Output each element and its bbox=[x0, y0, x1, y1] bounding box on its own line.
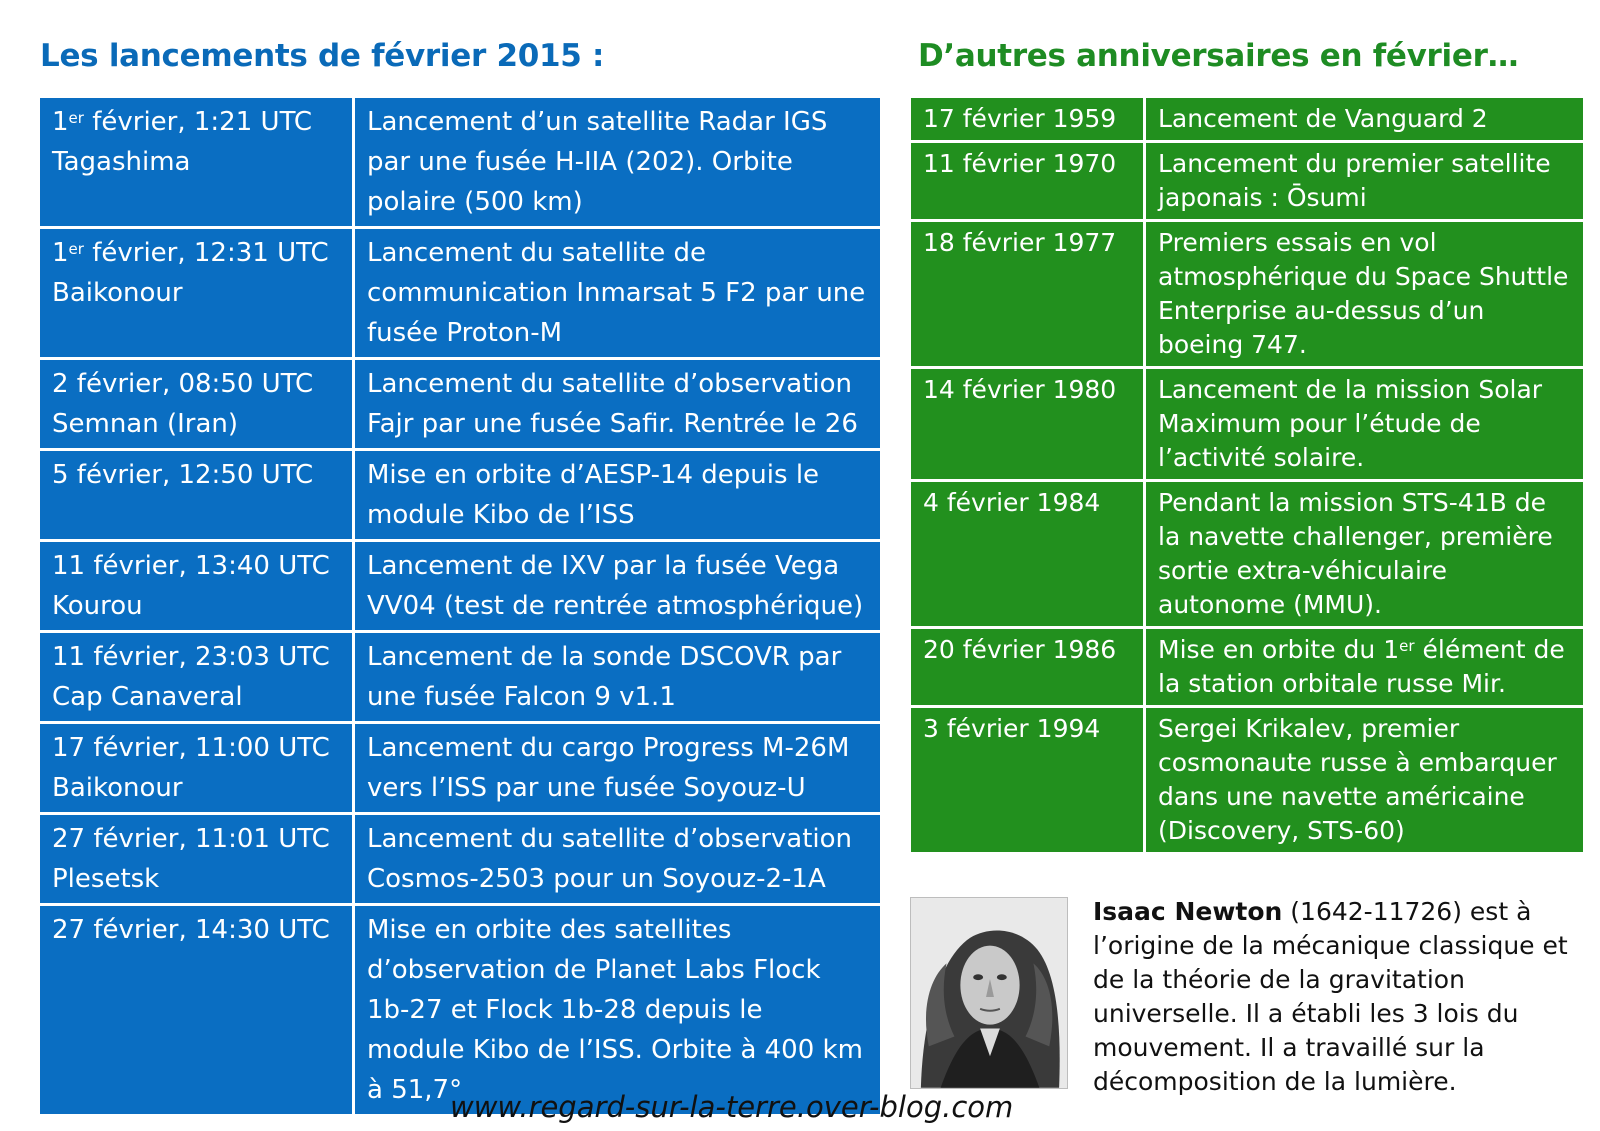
anniversary-text-rest: élément de la station orbitale russe Mir. bbox=[1158, 635, 1565, 698]
anniversary-sup: er bbox=[1399, 637, 1415, 655]
anniversary-text: Pendant la mission STS-41B de la navette challenger, première sortie extra-véhiculaire autonome (MMU). bbox=[1158, 488, 1553, 619]
anniversary-date: 18 février 1977 bbox=[910, 221, 1145, 368]
launch-description: Lancement du cargo Progress M-26M vers l’ISS par une fusée Soyouz-U bbox=[354, 723, 882, 814]
launch-row bbox=[39, 541, 882, 632]
launch-row bbox=[39, 723, 882, 814]
launch-place: Baikonour bbox=[52, 773, 183, 803]
launch-row bbox=[39, 359, 882, 450]
launch-date-cell bbox=[39, 723, 354, 814]
anniversaries-title: D’autres anniversaires en février… bbox=[918, 38, 1519, 74]
launch-row bbox=[39, 905, 882, 1116]
launch-row bbox=[39, 632, 882, 723]
launch-description: Mise en orbite d’AESP-14 depuis le module Kibo de l’ISS bbox=[354, 450, 882, 541]
anniversary-description bbox=[1145, 142, 1585, 221]
launch-date bbox=[52, 728, 340, 768]
launches-table bbox=[37, 95, 883, 1117]
launch-description: Lancement du satellite de communication Inmarsat 5 F2 par une fusée Proton-M bbox=[354, 228, 882, 359]
launch-date-text: 2 février, 08:50 UTC bbox=[52, 369, 314, 399]
launch-date-rest: février, 1:21 UTC bbox=[83, 107, 313, 137]
anniversary-row bbox=[910, 221, 1585, 368]
launch-date-cell bbox=[39, 359, 354, 450]
launches-title: Les lancements de février 2015 : bbox=[40, 38, 605, 74]
launch-description: Lancement d’un satellite Radar IGS par une fusée H-IIA (202). Orbite polaire (500 km) bbox=[354, 97, 882, 228]
anniversary-description bbox=[1145, 97, 1585, 142]
launch-date-cell bbox=[39, 632, 354, 723]
newton-name: Isaac Newton bbox=[1093, 897, 1283, 926]
launch-date bbox=[52, 102, 340, 142]
launch-date-sup: er bbox=[68, 240, 84, 258]
launch-place: Tagashima bbox=[52, 147, 191, 177]
anniversary-date: 17 février 1959 bbox=[910, 97, 1145, 142]
anniversary-description bbox=[1145, 707, 1585, 854]
launch-place: Kourou bbox=[52, 591, 143, 621]
launch-date-sup: er bbox=[68, 109, 84, 127]
isaac-newton-portrait bbox=[910, 897, 1068, 1089]
launch-description: Lancement de IXV par la fusée Vega VV04 (test de rentrée atmosphérique) bbox=[354, 541, 882, 632]
launch-date-text: 11 février, 13:40 UTC bbox=[52, 551, 330, 581]
launch-date bbox=[52, 819, 340, 859]
anniversary-date: 4 février 1984 bbox=[910, 481, 1145, 628]
launch-place: Cap Canaveral bbox=[52, 682, 243, 712]
launch-description: Lancement du satellite d’observation Fajr par une fusée Safir. Rentrée le 26 bbox=[354, 359, 882, 450]
anniversary-text: Mise en orbite du 1 bbox=[1158, 635, 1400, 664]
launch-date-text: 11 février, 23:03 UTC bbox=[52, 642, 330, 672]
launch-description: Mise en orbite des satellites d’observation de Planet Labs Flock 1b-27 et Flock 1b-28 depuis le module Kibo de l’ISS. Orbite à 400 km à 51,7° bbox=[354, 905, 882, 1116]
launch-date-text: 1 bbox=[52, 238, 69, 268]
launch-date-rest: février, 12:31 UTC bbox=[83, 238, 329, 268]
launch-date-text: 27 février, 14:30 UTC bbox=[52, 915, 330, 945]
launch-date bbox=[52, 455, 340, 495]
anniversary-text: Lancement de Vanguard 2 bbox=[1158, 104, 1488, 133]
anniversary-text: Sergei Krikalev, premier cosmonaute russe à embarquer dans une navette américaine (Discovery, STS-60) bbox=[1158, 714, 1557, 845]
anniversary-date: 11 février 1970 bbox=[910, 142, 1145, 221]
launch-description: Lancement de la sonde DSCOVR par une fusée Falcon 9 v1.1 bbox=[354, 632, 882, 723]
anniversary-row bbox=[910, 481, 1585, 628]
anniversary-date: 14 février 1980 bbox=[910, 368, 1145, 481]
newton-bio bbox=[1093, 895, 1583, 1099]
launch-place: Plesetsk bbox=[52, 864, 160, 894]
launch-row bbox=[39, 814, 882, 905]
anniversary-description bbox=[1145, 368, 1585, 481]
anniversary-text: Lancement de la mission Solar Maximum pour l’étude de l’activité solaire. bbox=[1158, 375, 1543, 472]
launch-date-cell bbox=[39, 814, 354, 905]
anniversary-row bbox=[910, 142, 1585, 221]
launch-date bbox=[52, 910, 340, 950]
launch-description: Lancement du satellite d’observation Cosmos-2503 pour un Soyouz-2-1A bbox=[354, 814, 882, 905]
launch-place: Semnan (Iran) bbox=[52, 409, 239, 439]
launch-date-text: 17 février, 11:00 UTC bbox=[52, 733, 330, 763]
anniversary-row bbox=[910, 368, 1585, 481]
anniversary-row bbox=[910, 97, 1585, 142]
launch-date-cell bbox=[39, 228, 354, 359]
anniversary-description bbox=[1145, 481, 1585, 628]
launch-date-text: 27 février, 11:01 UTC bbox=[52, 824, 330, 854]
launch-date-cell bbox=[39, 905, 354, 1116]
launch-date-cell bbox=[39, 541, 354, 632]
anniversary-text: Premiers essais en vol atmosphérique du Space Shuttle Enterprise au-dessus d’un boeing 747. bbox=[1158, 228, 1569, 359]
anniversary-text: Lancement du premier satellite japonais : Ōsumi bbox=[1158, 149, 1551, 212]
launch-date bbox=[52, 637, 340, 677]
launch-date-text: 1 bbox=[52, 107, 69, 137]
launch-date-cell bbox=[39, 97, 354, 228]
launch-row bbox=[39, 228, 882, 359]
anniversary-row bbox=[910, 707, 1585, 854]
launch-date-text: 5 février, 12:50 UTC bbox=[52, 460, 314, 490]
anniversary-row bbox=[910, 628, 1585, 707]
anniversary-description bbox=[1145, 628, 1585, 707]
launch-date bbox=[52, 233, 340, 273]
launch-row bbox=[39, 450, 882, 541]
launch-date bbox=[52, 364, 340, 404]
anniversary-description bbox=[1145, 221, 1585, 368]
anniversary-date: 3 février 1994 bbox=[910, 707, 1145, 854]
launch-row bbox=[39, 97, 882, 228]
anniversaries-table bbox=[908, 95, 1586, 855]
launch-date bbox=[52, 546, 340, 586]
footer-url[interactable]: www.regard-sur-la-terre.over-blog.com bbox=[450, 1090, 1014, 1124]
anniversary-date: 20 février 1986 bbox=[910, 628, 1145, 707]
launch-place: Baikonour bbox=[52, 278, 183, 308]
newton-text: (1642-11726) est à l’origine de la mécanique classique et de la théorie de la gravitation universelle. Il a établi les 3 lois du mouvement. Il a travaillé sur la décomposition de la lumière. bbox=[1093, 897, 1568, 1096]
launch-date-cell bbox=[39, 450, 354, 541]
